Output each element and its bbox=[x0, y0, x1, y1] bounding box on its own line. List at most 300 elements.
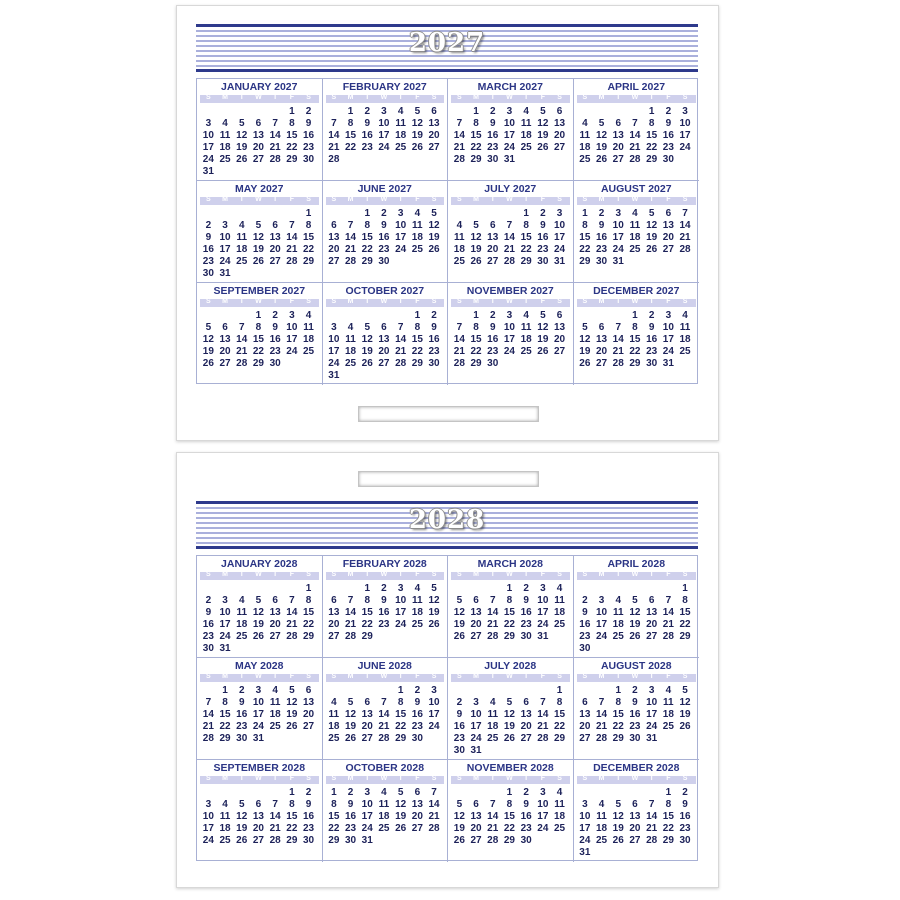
weekday-label: F bbox=[666, 196, 671, 203]
day-cell: 27 bbox=[662, 243, 674, 255]
day-cell: 12 bbox=[453, 810, 465, 822]
day-cell: 3 bbox=[381, 106, 387, 117]
weekday-label: W bbox=[380, 673, 388, 680]
day-cell: 25 bbox=[553, 822, 566, 834]
day-cell: 14 bbox=[487, 810, 499, 822]
day-cell: 9 bbox=[238, 696, 245, 708]
day-cell: 19 bbox=[595, 141, 608, 153]
day-cell: 4 bbox=[665, 685, 672, 696]
day-cell: 13 bbox=[487, 231, 499, 243]
day-cell: 23 bbox=[537, 243, 549, 255]
day-cell: 4 bbox=[305, 310, 312, 321]
day-cell: 16 bbox=[629, 708, 641, 720]
day-cell: 21 bbox=[269, 141, 281, 153]
day-cell: 29 bbox=[302, 255, 315, 267]
day-cell: 1 bbox=[255, 310, 262, 321]
day-cell: 1 bbox=[665, 787, 672, 798]
day-cell: 2 bbox=[205, 594, 212, 606]
month-block bbox=[323, 760, 449, 862]
day-cell: 21 bbox=[328, 141, 340, 153]
weekday-label: M bbox=[473, 196, 479, 203]
day-cell: 21 bbox=[236, 345, 248, 357]
day-cell: 17 bbox=[395, 231, 407, 243]
day-cell: 24 bbox=[662, 345, 674, 357]
day-cell: 20 bbox=[553, 333, 566, 345]
day-cell: 5 bbox=[431, 208, 437, 219]
day-cell: 18 bbox=[328, 720, 340, 732]
day-cell: 4 bbox=[556, 583, 563, 594]
day-cell: 5 bbox=[648, 208, 655, 219]
day-cell: 20 bbox=[361, 720, 373, 732]
day-cell: 14 bbox=[269, 810, 281, 822]
day-cell: 9 bbox=[364, 117, 371, 129]
weekday-label: T bbox=[273, 775, 278, 782]
day-cell: 6 bbox=[665, 208, 672, 219]
day-cell: 30 bbox=[236, 732, 248, 744]
day-cell: 30 bbox=[269, 357, 281, 369]
day-cell: 3 bbox=[540, 583, 546, 594]
weekday-label: F bbox=[540, 298, 545, 305]
weekday-label: T bbox=[649, 673, 654, 680]
day-cell: 12 bbox=[252, 231, 264, 243]
day-cell: 25 bbox=[378, 822, 390, 834]
day-cell: 10 bbox=[612, 219, 624, 231]
day-cell: 6 bbox=[556, 106, 563, 117]
day-cell: 29 bbox=[662, 834, 674, 846]
year-title: 2027 bbox=[408, 28, 486, 58]
banner-stripe bbox=[196, 546, 698, 549]
day-cell: 23 bbox=[595, 243, 608, 255]
month-block bbox=[448, 79, 574, 181]
day-cell: 2 bbox=[523, 583, 529, 594]
day-cell: 10 bbox=[679, 117, 691, 129]
weekday-header bbox=[577, 95, 697, 103]
day-cell: 15 bbox=[520, 231, 532, 243]
day-cell: 30 bbox=[202, 267, 214, 279]
day-cell: 31 bbox=[553, 255, 566, 267]
day-cell: 3 bbox=[431, 685, 437, 696]
day-cell: 1 bbox=[632, 310, 638, 321]
day-cell: 15 bbox=[503, 810, 515, 822]
day-cell: 18 bbox=[344, 345, 357, 357]
day-cell: 11 bbox=[612, 606, 624, 618]
day-cell: 7 bbox=[615, 321, 622, 333]
weekday-label: S bbox=[206, 673, 211, 680]
weekday-label: T bbox=[398, 94, 403, 101]
weekday-label: T bbox=[398, 673, 403, 680]
day-cell: 29 bbox=[361, 255, 373, 267]
weekday-label: S bbox=[206, 196, 211, 203]
month-title: NOVEMBER 2028 bbox=[466, 762, 554, 774]
weekday-label: M bbox=[347, 196, 354, 203]
day-cell: 10 bbox=[219, 606, 231, 618]
day-cell: 6 bbox=[648, 594, 655, 606]
month-title: SEPTEMBER 2027 bbox=[213, 285, 306, 297]
weekday-label: S bbox=[431, 775, 437, 782]
day-cell: 16 bbox=[236, 708, 248, 720]
hanger-slot bbox=[358, 471, 539, 487]
day-cell: 29 bbox=[679, 630, 691, 642]
month-title: FEBRUARY 2028 bbox=[342, 558, 427, 570]
day-cell: 28 bbox=[428, 822, 440, 834]
weekday-label: T bbox=[239, 94, 244, 101]
day-cell: 4 bbox=[414, 583, 421, 594]
weekday-label: T bbox=[649, 571, 654, 578]
day-cell: 8 bbox=[289, 798, 295, 810]
day-cell: 5 bbox=[397, 787, 404, 798]
day-cell: 9 bbox=[523, 594, 529, 606]
day-cell: 11 bbox=[219, 810, 231, 822]
day-cell: 5 bbox=[506, 696, 513, 708]
day-cell: 13 bbox=[252, 129, 264, 141]
day-cell: 30 bbox=[302, 153, 315, 165]
day-cell: 11 bbox=[554, 798, 565, 810]
day-cell: 17 bbox=[503, 129, 515, 141]
day-cell: 29 bbox=[553, 732, 566, 744]
weekday-label: M bbox=[347, 298, 354, 305]
day-cell: 14 bbox=[202, 708, 214, 720]
day-cell: 10 bbox=[328, 333, 340, 345]
weekday-label: W bbox=[380, 571, 388, 578]
weekday-header bbox=[451, 674, 570, 682]
day-cell: 30 bbox=[520, 834, 532, 846]
day-cell: 9 bbox=[431, 321, 437, 333]
day-cell: 12 bbox=[428, 594, 440, 606]
year-title: 2028 bbox=[408, 505, 486, 535]
day-cell: 23 bbox=[378, 243, 390, 255]
day-cell: 3 bbox=[397, 583, 404, 594]
banner-stripe bbox=[196, 69, 698, 72]
day-cell: 17 bbox=[537, 810, 549, 822]
day-cell: 22 bbox=[503, 618, 515, 630]
day-cell: 29 bbox=[503, 834, 515, 846]
day-cell: 4 bbox=[632, 208, 638, 219]
day-cell: 25 bbox=[662, 720, 674, 732]
day-cell: 21 bbox=[202, 720, 214, 732]
day-cell: 23 bbox=[579, 630, 591, 642]
month-title: OCTOBER 2028 bbox=[345, 762, 425, 774]
weekday-label: F bbox=[415, 196, 420, 203]
day-cell: 19 bbox=[428, 231, 440, 243]
day-cell: 5 bbox=[414, 106, 421, 117]
day-cell: 14 bbox=[344, 231, 357, 243]
day-cell: 17 bbox=[662, 333, 674, 345]
day-cell: 9 bbox=[305, 798, 312, 810]
day-cell: 2 bbox=[381, 208, 387, 219]
weekday-label: F bbox=[540, 673, 545, 680]
day-cell: 27 bbox=[470, 834, 482, 846]
weekday-label: S bbox=[682, 196, 688, 203]
weekday-label: S bbox=[457, 673, 462, 680]
day-cell: 24 bbox=[202, 834, 214, 846]
day-cell: 10 bbox=[503, 321, 515, 333]
day-cell: 11 bbox=[219, 129, 231, 141]
weekday-label: S bbox=[331, 196, 337, 203]
day-cell: 6 bbox=[272, 594, 278, 606]
day-cell: 16 bbox=[487, 129, 499, 141]
day-cell: 2 bbox=[272, 310, 278, 321]
day-cell: 28 bbox=[595, 732, 608, 744]
day-cell: 17 bbox=[286, 333, 298, 345]
day-cell: 20 bbox=[219, 345, 231, 357]
day-cell: 27 bbox=[302, 720, 315, 732]
day-cell: 8 bbox=[305, 594, 312, 606]
day-cell: 31 bbox=[252, 732, 264, 744]
day-cell: 24 bbox=[679, 141, 691, 153]
day-cell: 18 bbox=[612, 618, 624, 630]
day-cell: 7 bbox=[272, 798, 278, 810]
day-cell: 11 bbox=[520, 321, 532, 333]
day-cell: 14 bbox=[286, 231, 298, 243]
calendar-card-2027 bbox=[176, 5, 719, 441]
weekday-label: S bbox=[557, 571, 562, 578]
day-cell: 2 bbox=[347, 787, 354, 798]
day-cell: 28 bbox=[487, 630, 499, 642]
weekday-label: T bbox=[524, 775, 529, 782]
day-cell: 10 bbox=[252, 696, 264, 708]
month-title: JULY 2027 bbox=[484, 183, 537, 195]
day-cell: 16 bbox=[453, 720, 465, 732]
weekday-label: M bbox=[347, 673, 354, 680]
day-cell: 12 bbox=[612, 810, 624, 822]
day-cell: 2 bbox=[456, 696, 463, 708]
weekday-label: S bbox=[206, 94, 211, 101]
day-cell: 11 bbox=[520, 117, 532, 129]
day-cell: 5 bbox=[289, 685, 295, 696]
day-cell: 12 bbox=[286, 696, 298, 708]
day-cell: 21 bbox=[269, 822, 281, 834]
day-cell: 10 bbox=[378, 117, 390, 129]
weekday-label: S bbox=[431, 196, 437, 203]
day-cell: 26 bbox=[453, 834, 465, 846]
day-cell: 15 bbox=[553, 708, 566, 720]
day-cell: 1 bbox=[682, 583, 688, 594]
day-cell: 20 bbox=[269, 243, 281, 255]
weekday-label: F bbox=[415, 571, 420, 578]
month-block bbox=[197, 181, 323, 283]
day-cell: 28 bbox=[344, 255, 357, 267]
day-cell: 23 bbox=[411, 720, 423, 732]
day-cell: 9 bbox=[489, 321, 496, 333]
day-cell: 9 bbox=[489, 117, 496, 129]
day-cell: 30 bbox=[453, 744, 465, 756]
day-cell: 27 bbox=[411, 822, 423, 834]
day-cell: 2 bbox=[582, 594, 588, 606]
day-cell: 28 bbox=[236, 357, 248, 369]
weekday-header bbox=[451, 776, 570, 784]
day-cell: 6 bbox=[222, 321, 228, 333]
day-cell: 17 bbox=[395, 606, 407, 618]
day-cell: 7 bbox=[331, 117, 337, 129]
day-cell: 4 bbox=[489, 696, 496, 708]
day-cell: 23 bbox=[202, 255, 214, 267]
day-cell: 16 bbox=[595, 231, 608, 243]
day-cell: 6 bbox=[556, 310, 563, 321]
weekday-label: T bbox=[524, 673, 529, 680]
day-cell: 2 bbox=[205, 219, 212, 231]
weekday-label: W bbox=[255, 298, 262, 305]
weekday-label: W bbox=[380, 775, 388, 782]
day-cell: 20 bbox=[328, 618, 340, 630]
month-block bbox=[574, 760, 700, 862]
month-title: FEBRUARY 2027 bbox=[342, 81, 427, 93]
weekday-label: F bbox=[666, 673, 671, 680]
weekday-label: M bbox=[222, 298, 228, 305]
day-cell: 19 bbox=[629, 618, 641, 630]
day-cell: 26 bbox=[236, 834, 248, 846]
day-cell: 16 bbox=[646, 333, 658, 345]
weekday-label: T bbox=[616, 775, 621, 782]
day-cell: 19 bbox=[537, 333, 549, 345]
day-cell: 31 bbox=[219, 642, 231, 654]
day-cell: 8 bbox=[347, 117, 354, 129]
day-cell: 9 bbox=[598, 219, 605, 231]
day-cell: 14 bbox=[679, 219, 691, 231]
weekday-label: T bbox=[616, 196, 621, 203]
weekday-label: W bbox=[255, 196, 262, 203]
day-cell: 3 bbox=[473, 696, 479, 708]
day-cell: 21 bbox=[378, 720, 390, 732]
weekday-label: S bbox=[431, 298, 437, 305]
weekday-label: W bbox=[255, 94, 262, 101]
weekday-label: T bbox=[239, 673, 244, 680]
day-cell: 10 bbox=[202, 129, 214, 141]
day-cell: 9 bbox=[665, 117, 672, 129]
day-cell: 10 bbox=[470, 708, 482, 720]
day-cell: 25 bbox=[487, 732, 499, 744]
day-cell: 27 bbox=[520, 732, 532, 744]
day-cell: 22 bbox=[411, 345, 423, 357]
day-cell: 18 bbox=[411, 231, 423, 243]
day-cell: 8 bbox=[331, 798, 337, 810]
weekday-header bbox=[326, 572, 445, 580]
day-cell: 25 bbox=[219, 834, 231, 846]
weekday-label: T bbox=[649, 94, 654, 101]
day-cell: 2 bbox=[364, 106, 371, 117]
month-title: NOVEMBER 2027 bbox=[466, 285, 554, 297]
calendar-card-2028 bbox=[176, 452, 719, 888]
month-block bbox=[574, 556, 700, 658]
day-cell: 20 bbox=[487, 243, 499, 255]
day-cell: 17 bbox=[579, 822, 591, 834]
day-cell: 9 bbox=[582, 606, 588, 618]
day-cell: 17 bbox=[252, 708, 264, 720]
day-cell: 18 bbox=[236, 243, 248, 255]
weekday-label: T bbox=[490, 196, 495, 203]
day-cell: 19 bbox=[503, 720, 515, 732]
weekday-header bbox=[200, 572, 319, 580]
day-cell: 8 bbox=[473, 321, 479, 333]
day-cell: 1 bbox=[222, 685, 228, 696]
day-cell: 18 bbox=[520, 129, 532, 141]
day-cell: 14 bbox=[537, 708, 549, 720]
day-cell: 27 bbox=[269, 630, 281, 642]
day-cell: 16 bbox=[411, 708, 423, 720]
day-cell: 7 bbox=[489, 594, 496, 606]
day-cell: 2 bbox=[238, 685, 245, 696]
weekday-header bbox=[200, 674, 319, 682]
day-cell: 13 bbox=[328, 606, 340, 618]
day-cell: 8 bbox=[414, 321, 421, 333]
day-cell: 16 bbox=[520, 810, 532, 822]
day-cell: 7 bbox=[289, 219, 295, 231]
day-cell: 22 bbox=[286, 141, 298, 153]
day-cell: 10 bbox=[537, 798, 549, 810]
day-cell: 17 bbox=[219, 243, 231, 255]
month-title: JUNE 2027 bbox=[357, 183, 412, 195]
day-cell: 12 bbox=[236, 129, 248, 141]
day-cell: 21 bbox=[344, 618, 357, 630]
day-cell: 21 bbox=[537, 720, 549, 732]
day-cell: 15 bbox=[679, 606, 691, 618]
day-cell: 19 bbox=[646, 231, 658, 243]
day-cell: 29 bbox=[395, 732, 407, 744]
month-title: JANUARY 2027 bbox=[221, 81, 298, 93]
weekday-label: S bbox=[331, 775, 337, 782]
day-cell: 17 bbox=[646, 708, 658, 720]
day-cell: 29 bbox=[629, 357, 641, 369]
weekday-label: S bbox=[431, 94, 437, 101]
day-cell: 17 bbox=[537, 606, 549, 618]
month-block bbox=[448, 283, 574, 385]
day-cell: 31 bbox=[202, 165, 214, 177]
weekday-label: T bbox=[490, 673, 495, 680]
day-cell: 15 bbox=[470, 129, 482, 141]
day-cell: 23 bbox=[646, 345, 658, 357]
month-block bbox=[448, 181, 574, 283]
day-cell: 30 bbox=[595, 255, 608, 267]
day-cell: 25 bbox=[344, 357, 357, 369]
weekday-label: W bbox=[631, 94, 639, 101]
day-cell: 21 bbox=[662, 618, 674, 630]
day-cell: 23 bbox=[344, 822, 357, 834]
day-cell: 25 bbox=[411, 618, 423, 630]
day-cell: 13 bbox=[553, 321, 566, 333]
day-cell: 4 bbox=[456, 219, 463, 231]
day-cell: 16 bbox=[302, 810, 315, 822]
weekday-label: T bbox=[524, 196, 529, 203]
weekday-label: T bbox=[616, 94, 621, 101]
day-cell: 6 bbox=[473, 594, 479, 606]
day-cell: 10 bbox=[219, 231, 231, 243]
weekday-label: T bbox=[616, 571, 621, 578]
month-block bbox=[197, 658, 323, 760]
day-cell: 2 bbox=[540, 208, 546, 219]
weekday-label: S bbox=[682, 673, 688, 680]
day-cell: 23 bbox=[302, 141, 315, 153]
day-cell: 16 bbox=[537, 231, 549, 243]
month-title: MARCH 2027 bbox=[477, 81, 543, 93]
day-cell: 7 bbox=[540, 696, 546, 708]
weekday-label: T bbox=[524, 571, 529, 578]
weekday-label: F bbox=[540, 94, 545, 101]
day-cell: 3 bbox=[615, 208, 622, 219]
day-cell: 30 bbox=[679, 834, 691, 846]
day-cell: 2 bbox=[489, 106, 496, 117]
day-cell: 7 bbox=[598, 696, 605, 708]
month-title: MARCH 2028 bbox=[477, 558, 543, 570]
day-cell: 27 bbox=[252, 153, 264, 165]
day-cell: 30 bbox=[487, 153, 499, 165]
day-cell: 24 bbox=[646, 720, 658, 732]
day-cell: 15 bbox=[328, 810, 340, 822]
weekday-label: M bbox=[473, 94, 479, 101]
weekday-label: S bbox=[582, 196, 588, 203]
weekday-label: S bbox=[682, 298, 688, 305]
day-cell: 12 bbox=[579, 333, 591, 345]
weekday-header bbox=[451, 572, 570, 580]
day-cell: 20 bbox=[553, 129, 566, 141]
